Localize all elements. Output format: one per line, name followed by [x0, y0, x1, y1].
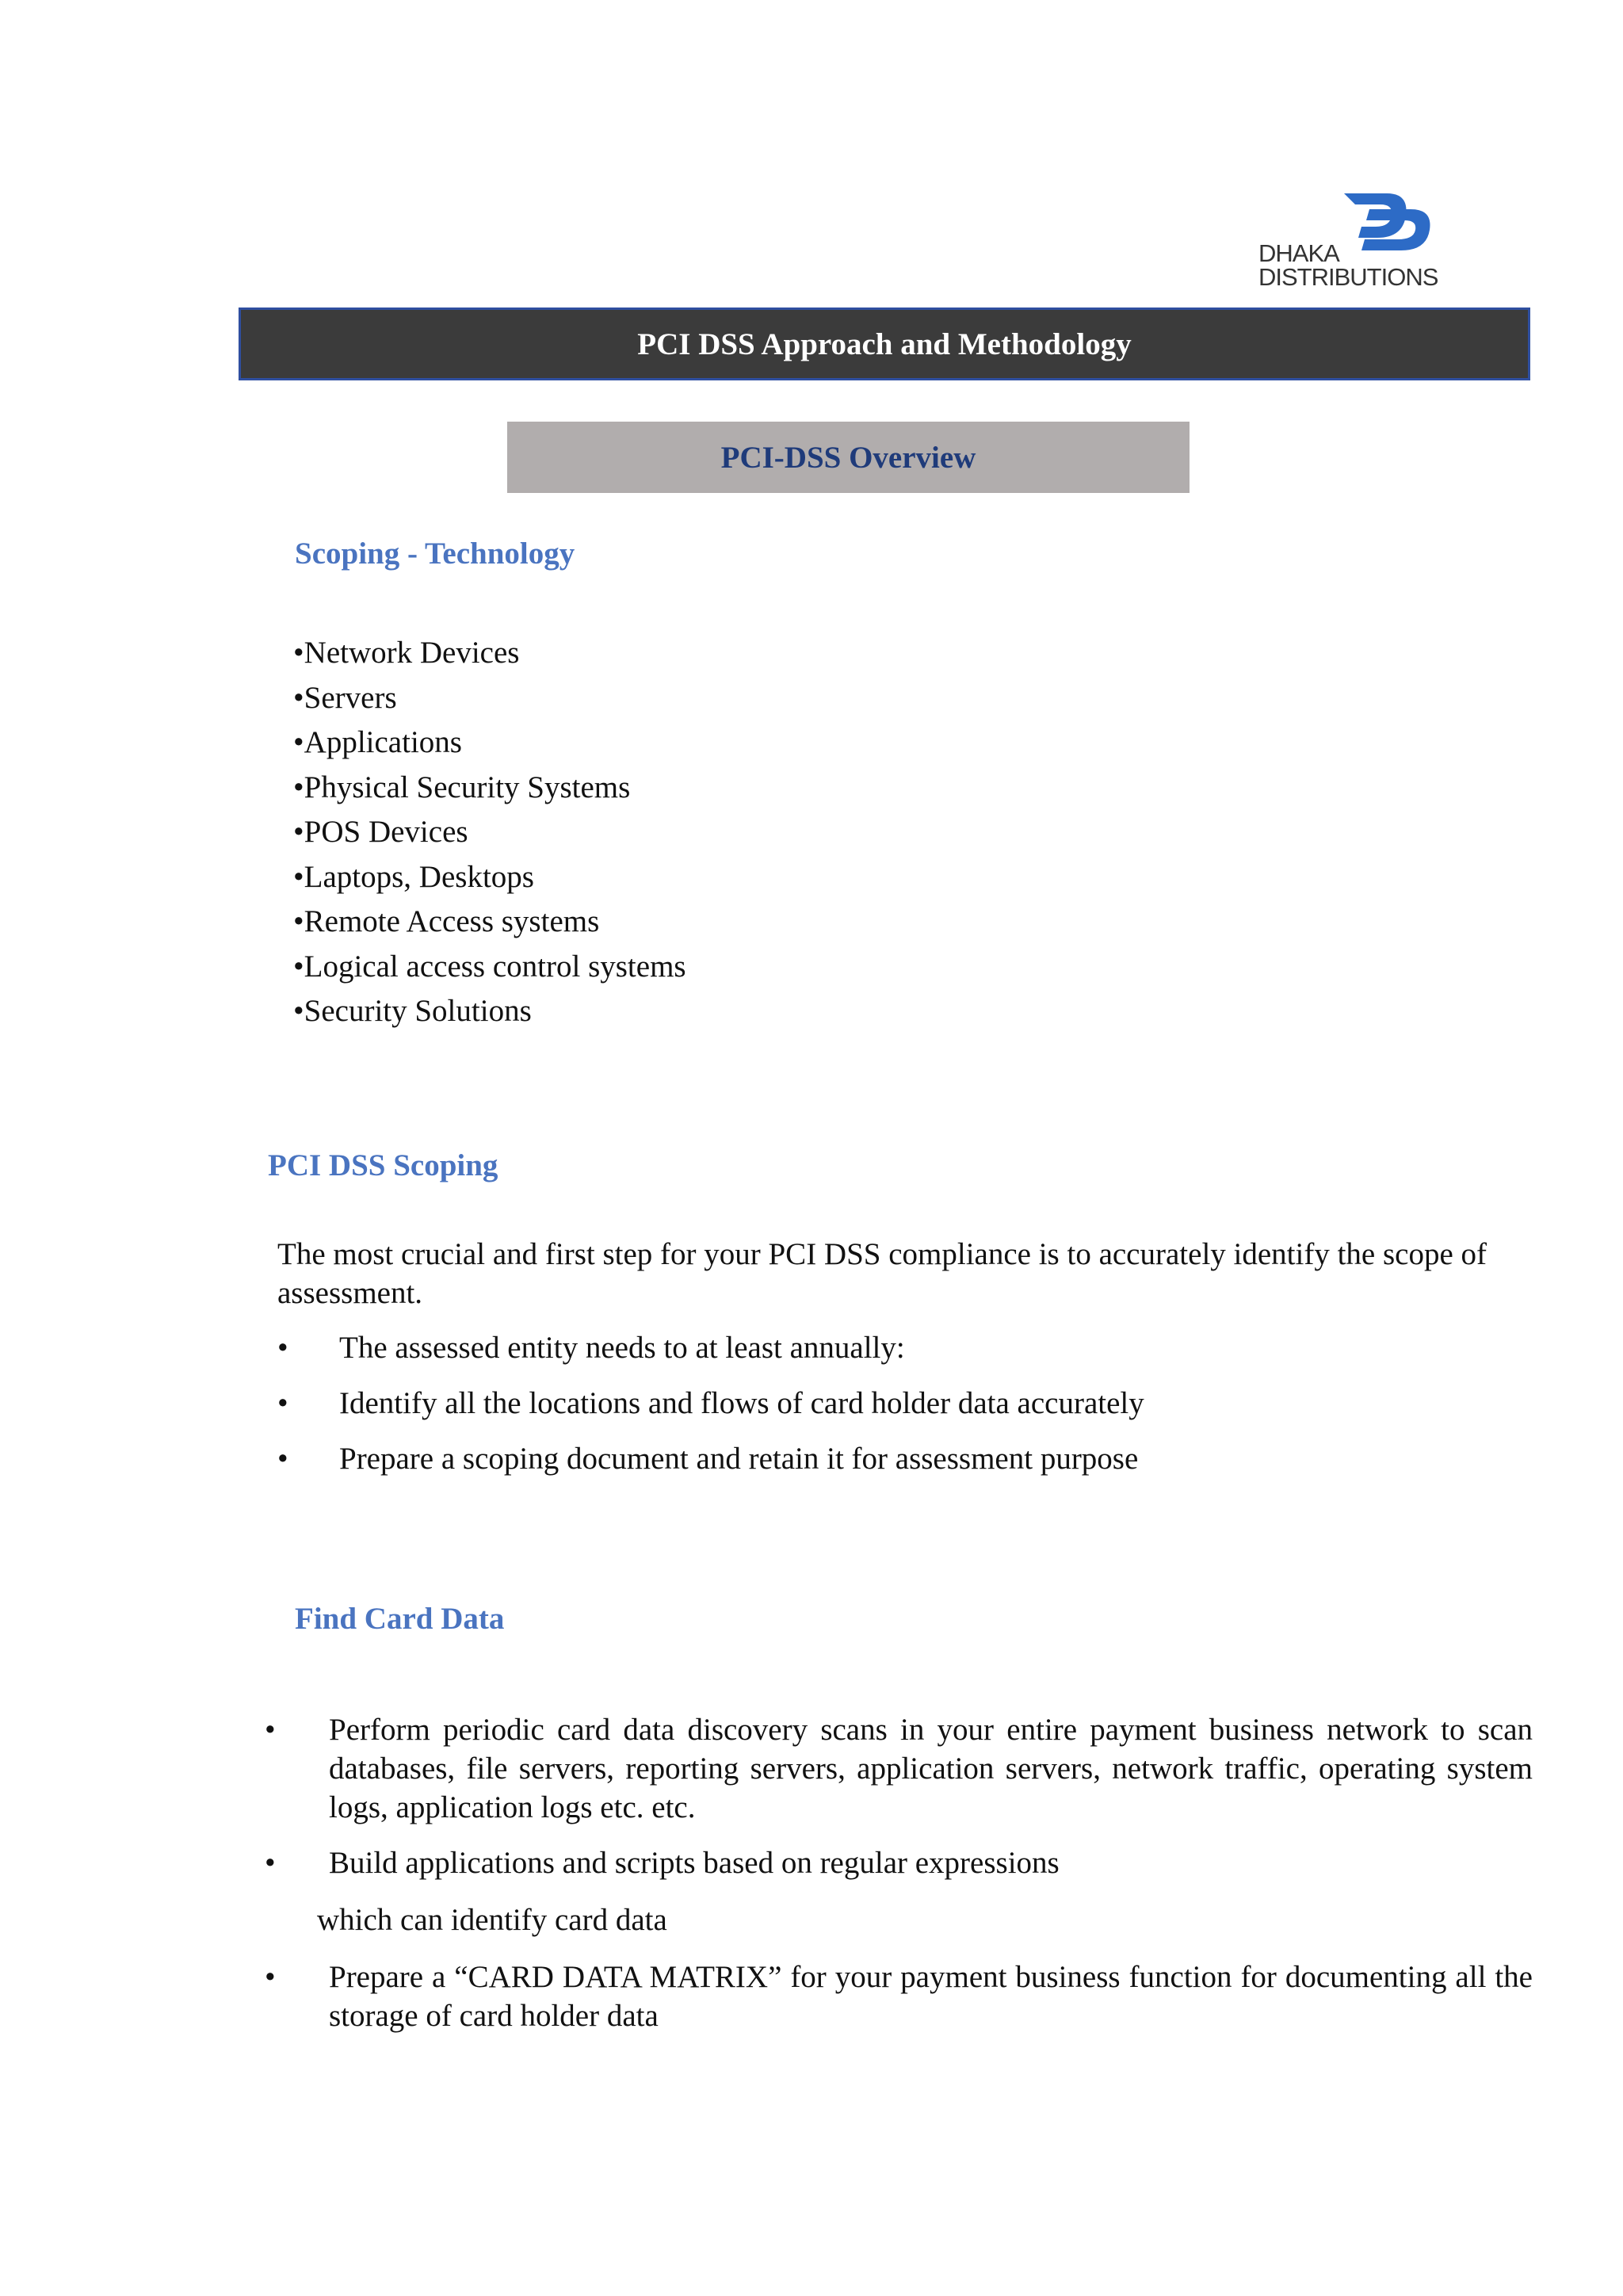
- find-card-data-heading: Find Card Data: [295, 1602, 505, 1636]
- bullet-text: The assessed entity needs to at least annually:: [339, 1331, 905, 1365]
- bullet-continuation-text: which can identify card data: [317, 1903, 667, 1937]
- bullet-text: Prepare a scoping document and retain it for assessment purpose: [339, 1442, 1139, 1476]
- card-data-bullet-list-2: [265, 1958, 1533, 2035]
- pci-dss-scoping-heading: PCI DSS Scoping: [268, 1148, 498, 1182]
- logo-text-line2: DISTRIBUTIONS: [1258, 263, 1438, 291]
- list-item: [265, 1710, 1533, 1827]
- bullet-marker: •: [265, 1713, 276, 1747]
- list-item: [277, 1384, 1531, 1439]
- list-item: •Remote Access systems: [293, 904, 600, 938]
- list-item: [277, 1439, 1531, 1495]
- list-item: •Physical Security Systems: [293, 770, 631, 804]
- spacer: [265, 1827, 1533, 1843]
- bullet-marker: •: [265, 1960, 276, 1994]
- company-logo: [1258, 187, 1436, 292]
- list-item: •Servers: [293, 680, 397, 715]
- card-data-bullet-list: [265, 1710, 1533, 1882]
- bullet-text: Identify all the locations and flows of card holder data accurately: [339, 1386, 1144, 1420]
- list-item: [265, 1843, 1533, 1882]
- bullet-marker: •: [277, 1386, 288, 1420]
- section-subtitle: PCI-DSS Overview: [720, 440, 976, 475]
- scoping-technology-heading: Scoping - Technology: [295, 537, 575, 571]
- bullet-text: Build applications and scripts based on regular expressions: [329, 1846, 1060, 1880]
- list-item: •Security Solutions: [293, 994, 532, 1028]
- scoping-paragraph: The most crucial and first step for your PCI DSS compliance is to accurately identify the scope of assessment.: [277, 1237, 1487, 1310]
- list-item: •Logical access control systems: [293, 949, 686, 984]
- technology-list: [293, 631, 686, 1034]
- bullet-text: Prepare a “CARD DATA MATRIX” for your payment business function for documenting all the storage of card holder data: [329, 1960, 1533, 2033]
- list-item: •Network Devices: [293, 636, 520, 670]
- list-item: •POS Devices: [293, 815, 468, 849]
- list-item: •Applications: [293, 725, 462, 759]
- list-item: [265, 1958, 1533, 2035]
- list-item: •Laptops, Desktops: [293, 859, 534, 894]
- bullet-marker: •: [277, 1331, 288, 1365]
- logo-text-line1: DHAKA: [1258, 239, 1339, 267]
- document-title-bar: [239, 308, 1530, 380]
- list-item: [277, 1328, 1531, 1384]
- document-title: PCI DSS Approach and Methodology: [637, 327, 1132, 361]
- bullet-text: Perform periodic card data discovery scans in your entire payment business network to scan databases, file servers, reporting servers, application servers, network traffic, operating system logs, application logs etc. etc.: [329, 1713, 1533, 1824]
- bullet-marker: •: [265, 1846, 276, 1880]
- scoping-bullet-list: [277, 1328, 1531, 1495]
- bullet-marker: •: [277, 1442, 288, 1476]
- section-subtitle-box: [507, 422, 1190, 493]
